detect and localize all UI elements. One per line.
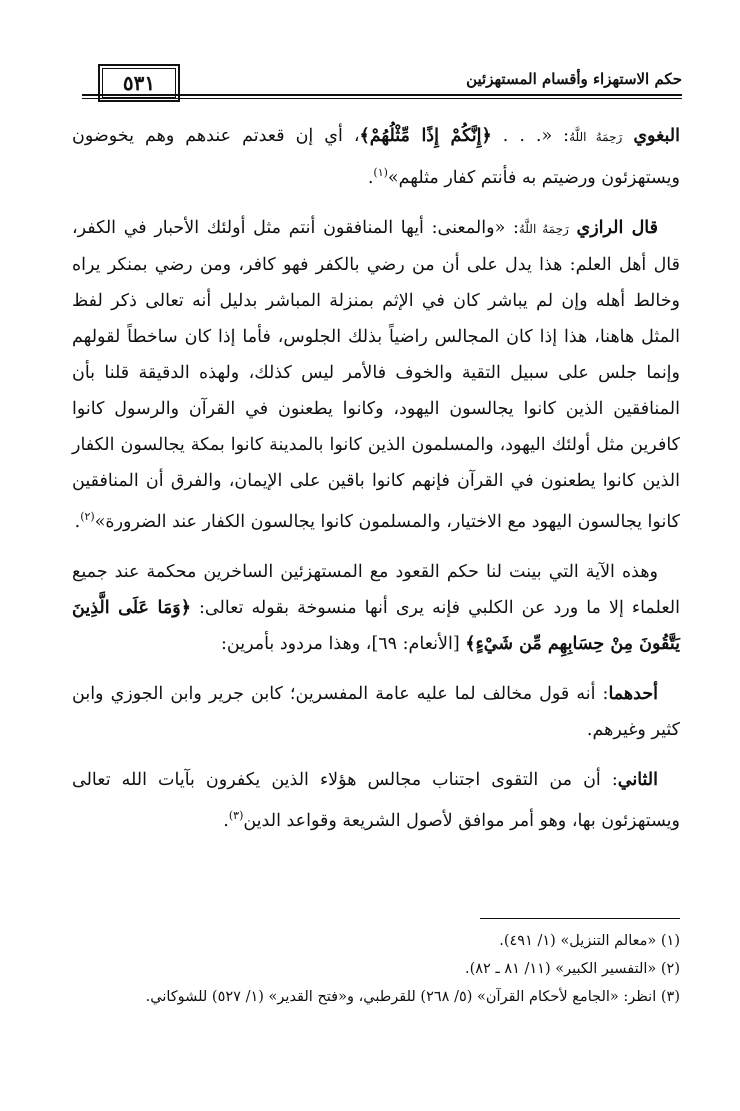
honorific: رَحِمَهُ اللَّهُ <box>569 130 623 144</box>
quran-verse: ﴿إِنَّكُمْ إِذًا مِّثْلُهُمْ﴾ <box>359 126 492 146</box>
quran-verse: ﴿وَمَا عَلَى الَّذِينَ يَتَّقُونَ مِنْ حِسَابِهِم مِّن شَيْءٍ﴾ <box>72 597 680 654</box>
author-name: البغوي <box>633 126 680 146</box>
running-header <box>82 60 682 110</box>
header-title: حكم الاستهزاء وأقسام المستهزئين <box>466 70 682 88</box>
paragraph-text: وهذه الآية التي بينت لنا حكم القعود مع المستهزئين الساخرين محكمة عند جميع العلماء إلا ما ورد عن الكلبي فإنه يرى أنها منسوخة بقوله تعالى: <box>72 561 680 618</box>
period: . <box>223 810 229 831</box>
quote-open: : «. . . <box>502 126 570 146</box>
point-label: الثاني <box>617 769 658 790</box>
footnote-ref: (٢) <box>80 509 95 523</box>
footnote-3: (٣) انظر: «الجامع لأحكام القرآن» (٥/ ٢٦٨) للقرطبي، و«فتح القدير» (١/ ٥٢٧) للشوكاني. <box>145 989 680 1005</box>
header-rule <box>82 94 682 96</box>
paragraph-first-reason <box>72 676 680 748</box>
paragraph-text: : «والمعنى: أيها المنافقون أنتم مثل أولئك الأحبار في الكفر، قال أهل العلم: هذا يدل على أن من رضي بالكفر فهو كافر، ومن رضي بمنكر يراه وخالط أهله وإن لم يباشر كان في الإثم بمنزلة المباشر بدليل أنه تعالى ذكر لفظ المثل هاهنا، هذا إذا كان المجالس راضياً بذلك الجلوس، فأما إذا كان ساخطاً لقولهم وإنما جلس على سبيل التقية والخوف فالأمر ليس كذلك، ولهذه الدقيقة قلنا بأن المنافقين الذين كانوا يجالسون اليهود، وكانوا يطعنون في القرآن والرسول كانوا كافرين مثل أولئك اليهود، والمسلمون الذين كانوا بالمدينة كانوا بمكة يجالسون الكفار الذين كانوا يطعنون في القرآن فإنهم كانوا باقين على الإيمان، والفرق أن المنافقين كانوا يجالسون اليهود مع الاختيار، والمسلمون كانوا يجالسون الكفار عند الضرورة» <box>72 217 680 532</box>
paragraph-abrogation <box>72 554 680 662</box>
period: . <box>74 511 81 532</box>
page-number: ٥٣١ <box>122 71 156 95</box>
paragraph-baghawi <box>72 118 680 196</box>
paragraph-text: : أنه قول مخالف لما عليه عامة المفسرين؛ كابن جرير وابن الجوزي وابن كثير وغيرهم. <box>72 683 680 740</box>
paragraph-text: ، أي إن قعدتم عندهم وهم يخوضون ويستهزئون ورضيتم به فأنتم كفار مثلهم» <box>72 126 680 188</box>
header-rule-thin <box>82 98 682 99</box>
verse-citation: [الأنعام: ٦٩] <box>371 633 460 654</box>
footnote-ref: (١) <box>373 166 388 179</box>
paragraph-razi <box>72 210 680 540</box>
paragraph-tail: ، وهذا مردود بأمرين: <box>220 633 372 654</box>
paragraph-text: : أن من التقوى اجتناب مجالس هؤلاء الذين يكفرون بآيات الله تعالى ويستهزئون بها، وهو أمر موافق لأصول الشريعة وقواعد الدين <box>72 769 680 831</box>
point-label: أحدهما <box>608 683 658 704</box>
author-name: قال الرازي <box>576 217 658 238</box>
main-text <box>72 118 680 852</box>
footnotes <box>72 918 680 1011</box>
footnote-rule <box>480 918 680 919</box>
footnote-2: (٢) «التفسير الكبير» (١١/ ٨١ ـ ٨٢). <box>464 961 680 977</box>
period: . <box>367 167 374 188</box>
honorific: رَحِمَهُ اللَّهُ <box>518 221 569 236</box>
footnote-1: (١) «معالم التنزيل» (١/ ٤٩١). <box>499 933 680 949</box>
footnote-ref: (٣) <box>228 808 244 822</box>
paragraph-second-reason <box>72 762 680 839</box>
page-number-box <box>98 64 180 102</box>
